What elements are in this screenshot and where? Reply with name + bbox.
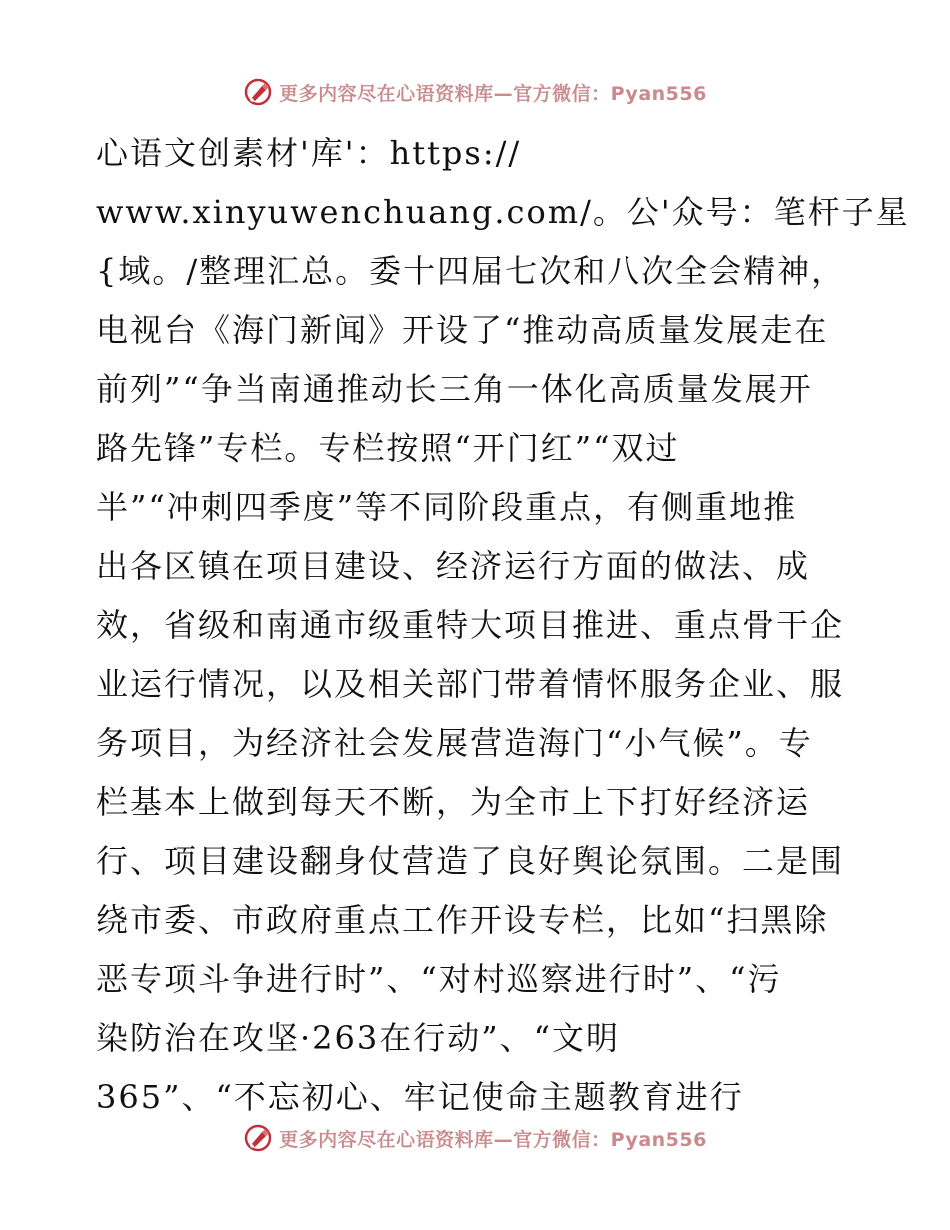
text-line: www.xinyuwenchuang.com/。公'众号：笔杆子星 — [96, 193, 910, 231]
text-line: 半”“冲刺四季度”等不同阶段重点，有侧重地推 — [96, 488, 798, 526]
text-line: 心语文创素材'库'：https:// — [96, 134, 522, 172]
text-line: 栏基本上做到每天不断，为全市上下打好经济运 — [96, 783, 811, 821]
footer-banner-text: 更多内容尽在心语资料库—官方微信：Pyan556 — [279, 1128, 707, 1151]
text-line: 电视台《海门新闻》开设了“推动高质量发展走在 — [96, 311, 829, 349]
pen-nib-logo-icon — [243, 1123, 273, 1153]
text-line: 行、项目建设翻身仗营造了良好舆论氛围。二是围 — [96, 842, 845, 880]
text-line: 效，省级和南通市级重特大项目推进、重点骨干企 — [96, 606, 845, 644]
text-line: 染防治在攻坚·263在行动”、“文明 — [96, 1019, 620, 1057]
footer-banner — [0, 1118, 950, 1158]
text-line: 恶专项斗争进行时”、“对村巡察进行时”、“污 — [96, 960, 782, 998]
text-line: 绕市委、市政府重点工作开设专栏，比如“扫黑除 — [96, 901, 829, 939]
header-banner — [0, 72, 950, 112]
pen-nib-logo-icon — [243, 77, 273, 107]
text-line: 前列”“争当南通推动长三角一体化高质量发展开 — [96, 370, 813, 408]
text-line: 业运行情况，以及相关部门带着情怀服务企业、服 — [96, 665, 845, 703]
document-body — [96, 124, 910, 1127]
text-line: {域。/整理汇总。委十四届七次和八次全会精神， — [96, 252, 846, 290]
header-banner-text: 更多内容尽在心语资料库—官方微信：Pyan556 — [279, 82, 707, 105]
text-line: 路先锋”专栏。专栏按照“开门红”“双过 — [96, 429, 680, 467]
text-line: 365”、“不忘初心、牢记使命主题教育进行 — [96, 1078, 744, 1116]
text-line: 务项目，为经济社会发展营造海门“小气候”。专 — [96, 724, 813, 762]
text-line: 出各区镇在项目建设、经济运行方面的做法、成 — [96, 547, 811, 585]
